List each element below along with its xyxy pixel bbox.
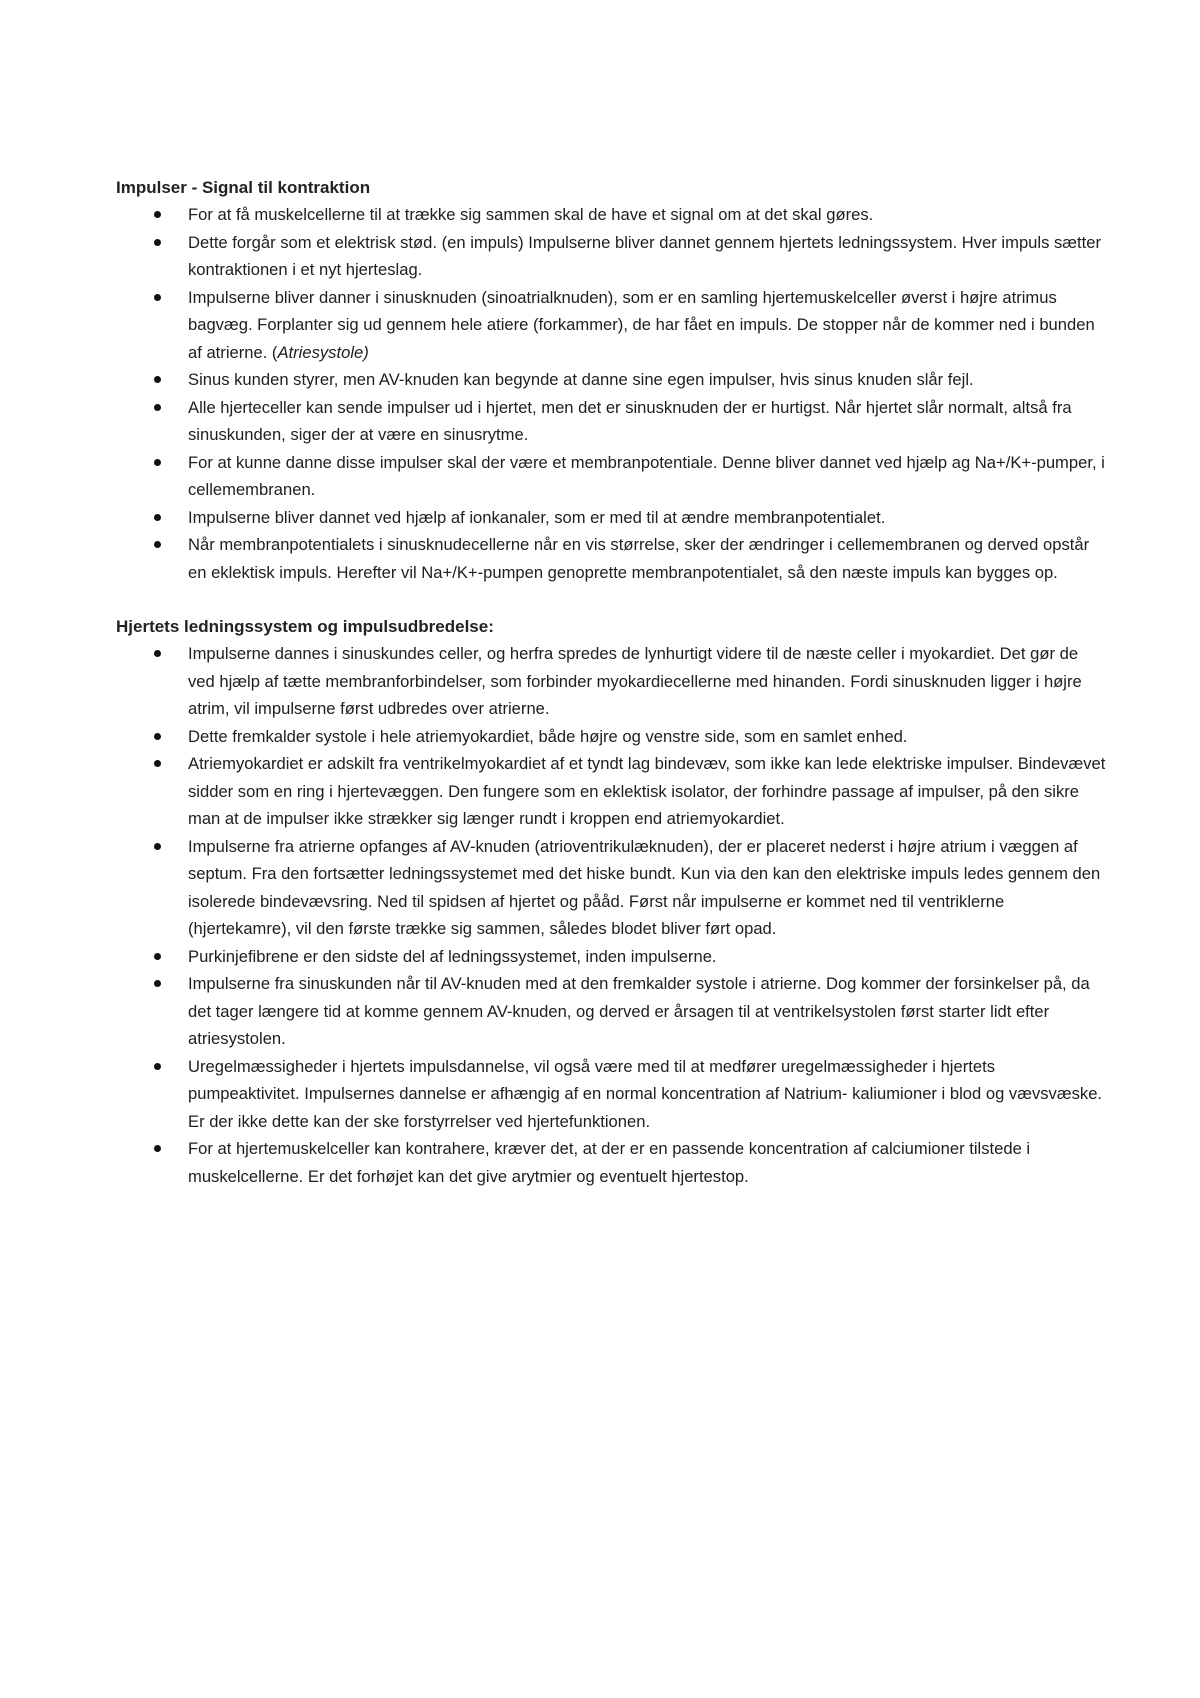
list-item: Atriemyokardiet er adskilt fra ventrikelmyokardiet af et tyndt lag bindevæv, som ikke kan lede elektriske impulser. Bindevævet sidder som en ring i hjertevæggen. Den fungere som en eklektisk isolator, der forhindre passage af impulser, på den sikre man at de impulser ikke strækker sig længer rundt i kroppen end atriemyokardiet.	[116, 750, 1106, 833]
list-item: For at hjertemuskelceller kan kontrahere, kræver det, at der er en passende koncentration af calciumioner tilstede i muskelcellerne. Er det forhøjet kan det give arytmier og eventuelt hjertestop.	[116, 1135, 1106, 1190]
list-item: Dette forgår som et elektrisk stød. (en impuls) Impulserne bliver dannet gennem hjertets ledningssystem. Hver impuls sætter kontraktionen i et nyt hjerteslag.	[116, 229, 1106, 284]
bullet-list	[116, 640, 1106, 1190]
section-heading: Hjertets ledningssystem og impulsudbredelse:	[116, 617, 494, 636]
list-item	[116, 284, 1106, 367]
list-item-text: Impulserne bliver danner i sinusknuden (sinoatrialknuden), som er en samling hjertemuskelceller øverst i højre atrimus bagvæg. Forplanter sig ud gennem hele atiere (forkammer), de har fået en impuls. De stopper når de kommer ned i bunden af atrierne. (	[188, 287, 1095, 362]
list-item: Alle hjerteceller kan sende impulser ud i hjertet, men det er sinusknuden der er hurtigst. Når hjertet slår normalt, altså fra sinuskunden, siger der at være en sinusrytme.	[116, 394, 1106, 449]
list-item: For at få muskelcellerne til at trække sig sammen skal de have et signal om at det skal gøres.	[116, 201, 1106, 229]
section-heading: Impulser - Signal til kontraktion	[116, 178, 371, 197]
list-item: Impulserne bliver dannet ved hjælp af ionkanaler, som er med til at ændre membranpotentialet.	[116, 504, 1106, 532]
document-page	[116, 174, 1106, 1190]
list-item: Impulserne fra atrierne opfanges af AV-knuden (atrioventrikulæknuden), der er placeret nederst i højre atrium i væggen af septum. Fra den fortsætter ledningssystemet med det hiske bundt. Kun via den kan den elektriske impuls ledes gennem den isolerede bindevævsring. Ned til spidsen af hjertet og pååd. Først når impulserne er kommet ned til ventriklerne (hjertekamre), vil den første trække sig sammen, således blodet bliver ført opad.	[116, 833, 1106, 943]
section-spacer	[116, 586, 1106, 613]
list-item: Når membranpotentialets i sinusknudecellerne når en vis størrelse, sker der ændringer i cellemembranen og derved opstår en eklektisk impuls. Herefter vil Na+/K+-pumpen genoprette membranpotentialet, så den næste impuls kan bygges op.	[116, 531, 1106, 586]
list-item: For at kunne danne disse impulser skal der være et membranpotentiale. Denne bliver dannet ved hjælp ag Na+/K+-pumper, i cellemembranen.	[116, 449, 1106, 504]
list-item: Impulserne dannes i sinuskundes celler, og herfra spredes de lynhurtigt videre til de næste celler i myokardiet. Det gør de ved hjælp af tætte membranforbindelser, som forbinder myokardiecellerne med hinanden. Fordi sinusknuden ligger i højre atrim, vil impulserne først udbredes over atrierne.	[116, 640, 1106, 723]
section-impulser	[116, 174, 1106, 586]
list-item-italic-text: Atriesystole)	[277, 342, 369, 362]
bullet-list	[116, 201, 1106, 586]
list-item: Dette fremkalder systole i hele atriemyokardiet, både højre og venstre side, som en samlet enhed.	[116, 723, 1106, 751]
list-item: Uregelmæssigheder i hjertets impulsdannelse, vil også være med til at medfører uregelmæssigheder i hjertets pumpeaktivitet. Impulsernes dannelse er afhængig af en normal koncentration af Natrium- kaliumioner i blod og vævsvæske. Er der ikke dette kan der ske forstyrrelser ved hjertefunktionen.	[116, 1053, 1106, 1136]
list-item: Impulserne fra sinuskunden når til AV-knuden med at den fremkalder systole i atrierne. Dog kommer der forsinkelser på, da det tager længere tid at komme gennem AV-knuden, og derved er årsagen til at ventrikelsystolen først starter lidt efter atriesystolen.	[116, 970, 1106, 1053]
list-item: Purkinjefibrene er den sidste del af ledningssystemet, inden impulserne.	[116, 943, 1106, 971]
list-item: Sinus kunden styrer, men AV-knuden kan begynde at danne sine egen impulser, hvis sinus knuden slår fejl.	[116, 366, 1106, 394]
section-ledningssystem	[116, 613, 1106, 1190]
